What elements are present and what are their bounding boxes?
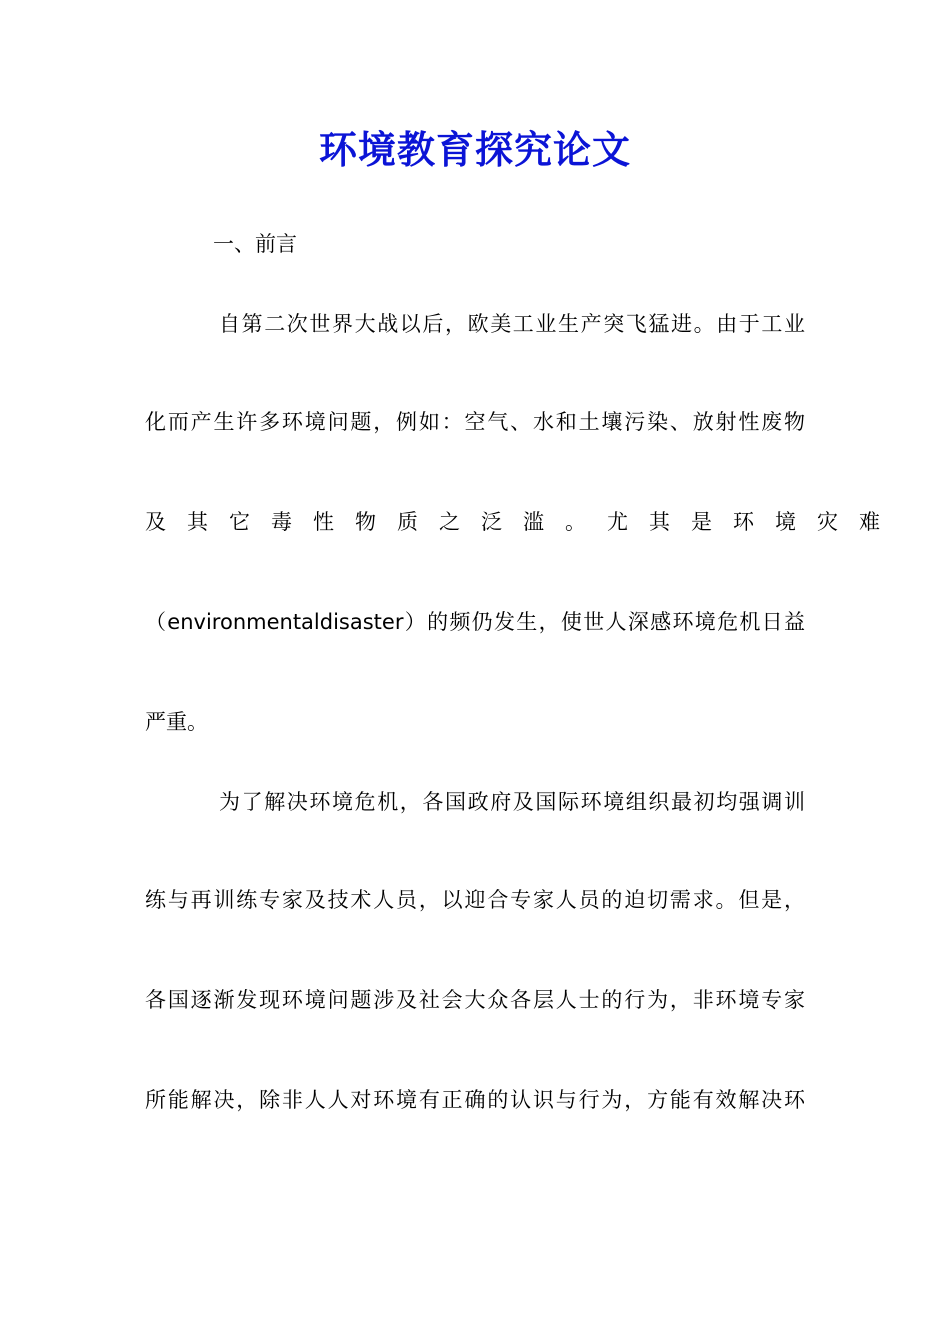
- paragraph-line: 各国逐渐发现环境问题涉及社会大众各层人士的行为，非环境专家: [145, 988, 805, 1012]
- section-heading: 一、前言: [213, 232, 297, 256]
- paragraph-line: 所能解决，除非人人对环境有正确的认识与行为，方能有效解决环: [145, 1088, 805, 1112]
- paragraph-line: （environmentaldisaster）的频仍发生，使世人深感环境危机日益: [145, 610, 805, 634]
- paragraph-line: 自第二次世界大战以后，欧美工业生产突飞猛进。由于工业: [219, 312, 805, 336]
- paragraph-line: 为了解决环境危机，各国政府及国际环境组织最初均强调训: [219, 790, 805, 814]
- paragraph-line: 练与再训练专家及技术人员，以迎合专家人员的迫切需求。但是，: [145, 888, 805, 912]
- paragraph-line: 严重。: [145, 710, 208, 734]
- paragraph-line: 及其它毒性物质之泛滥。尤其是环境灾难: [145, 510, 901, 534]
- paragraph-line: 化而产生许多环境问题，例如：空气、水和土壤污染、放射性废物: [145, 410, 805, 434]
- document-title: 环境教育探究论文: [318, 127, 631, 172]
